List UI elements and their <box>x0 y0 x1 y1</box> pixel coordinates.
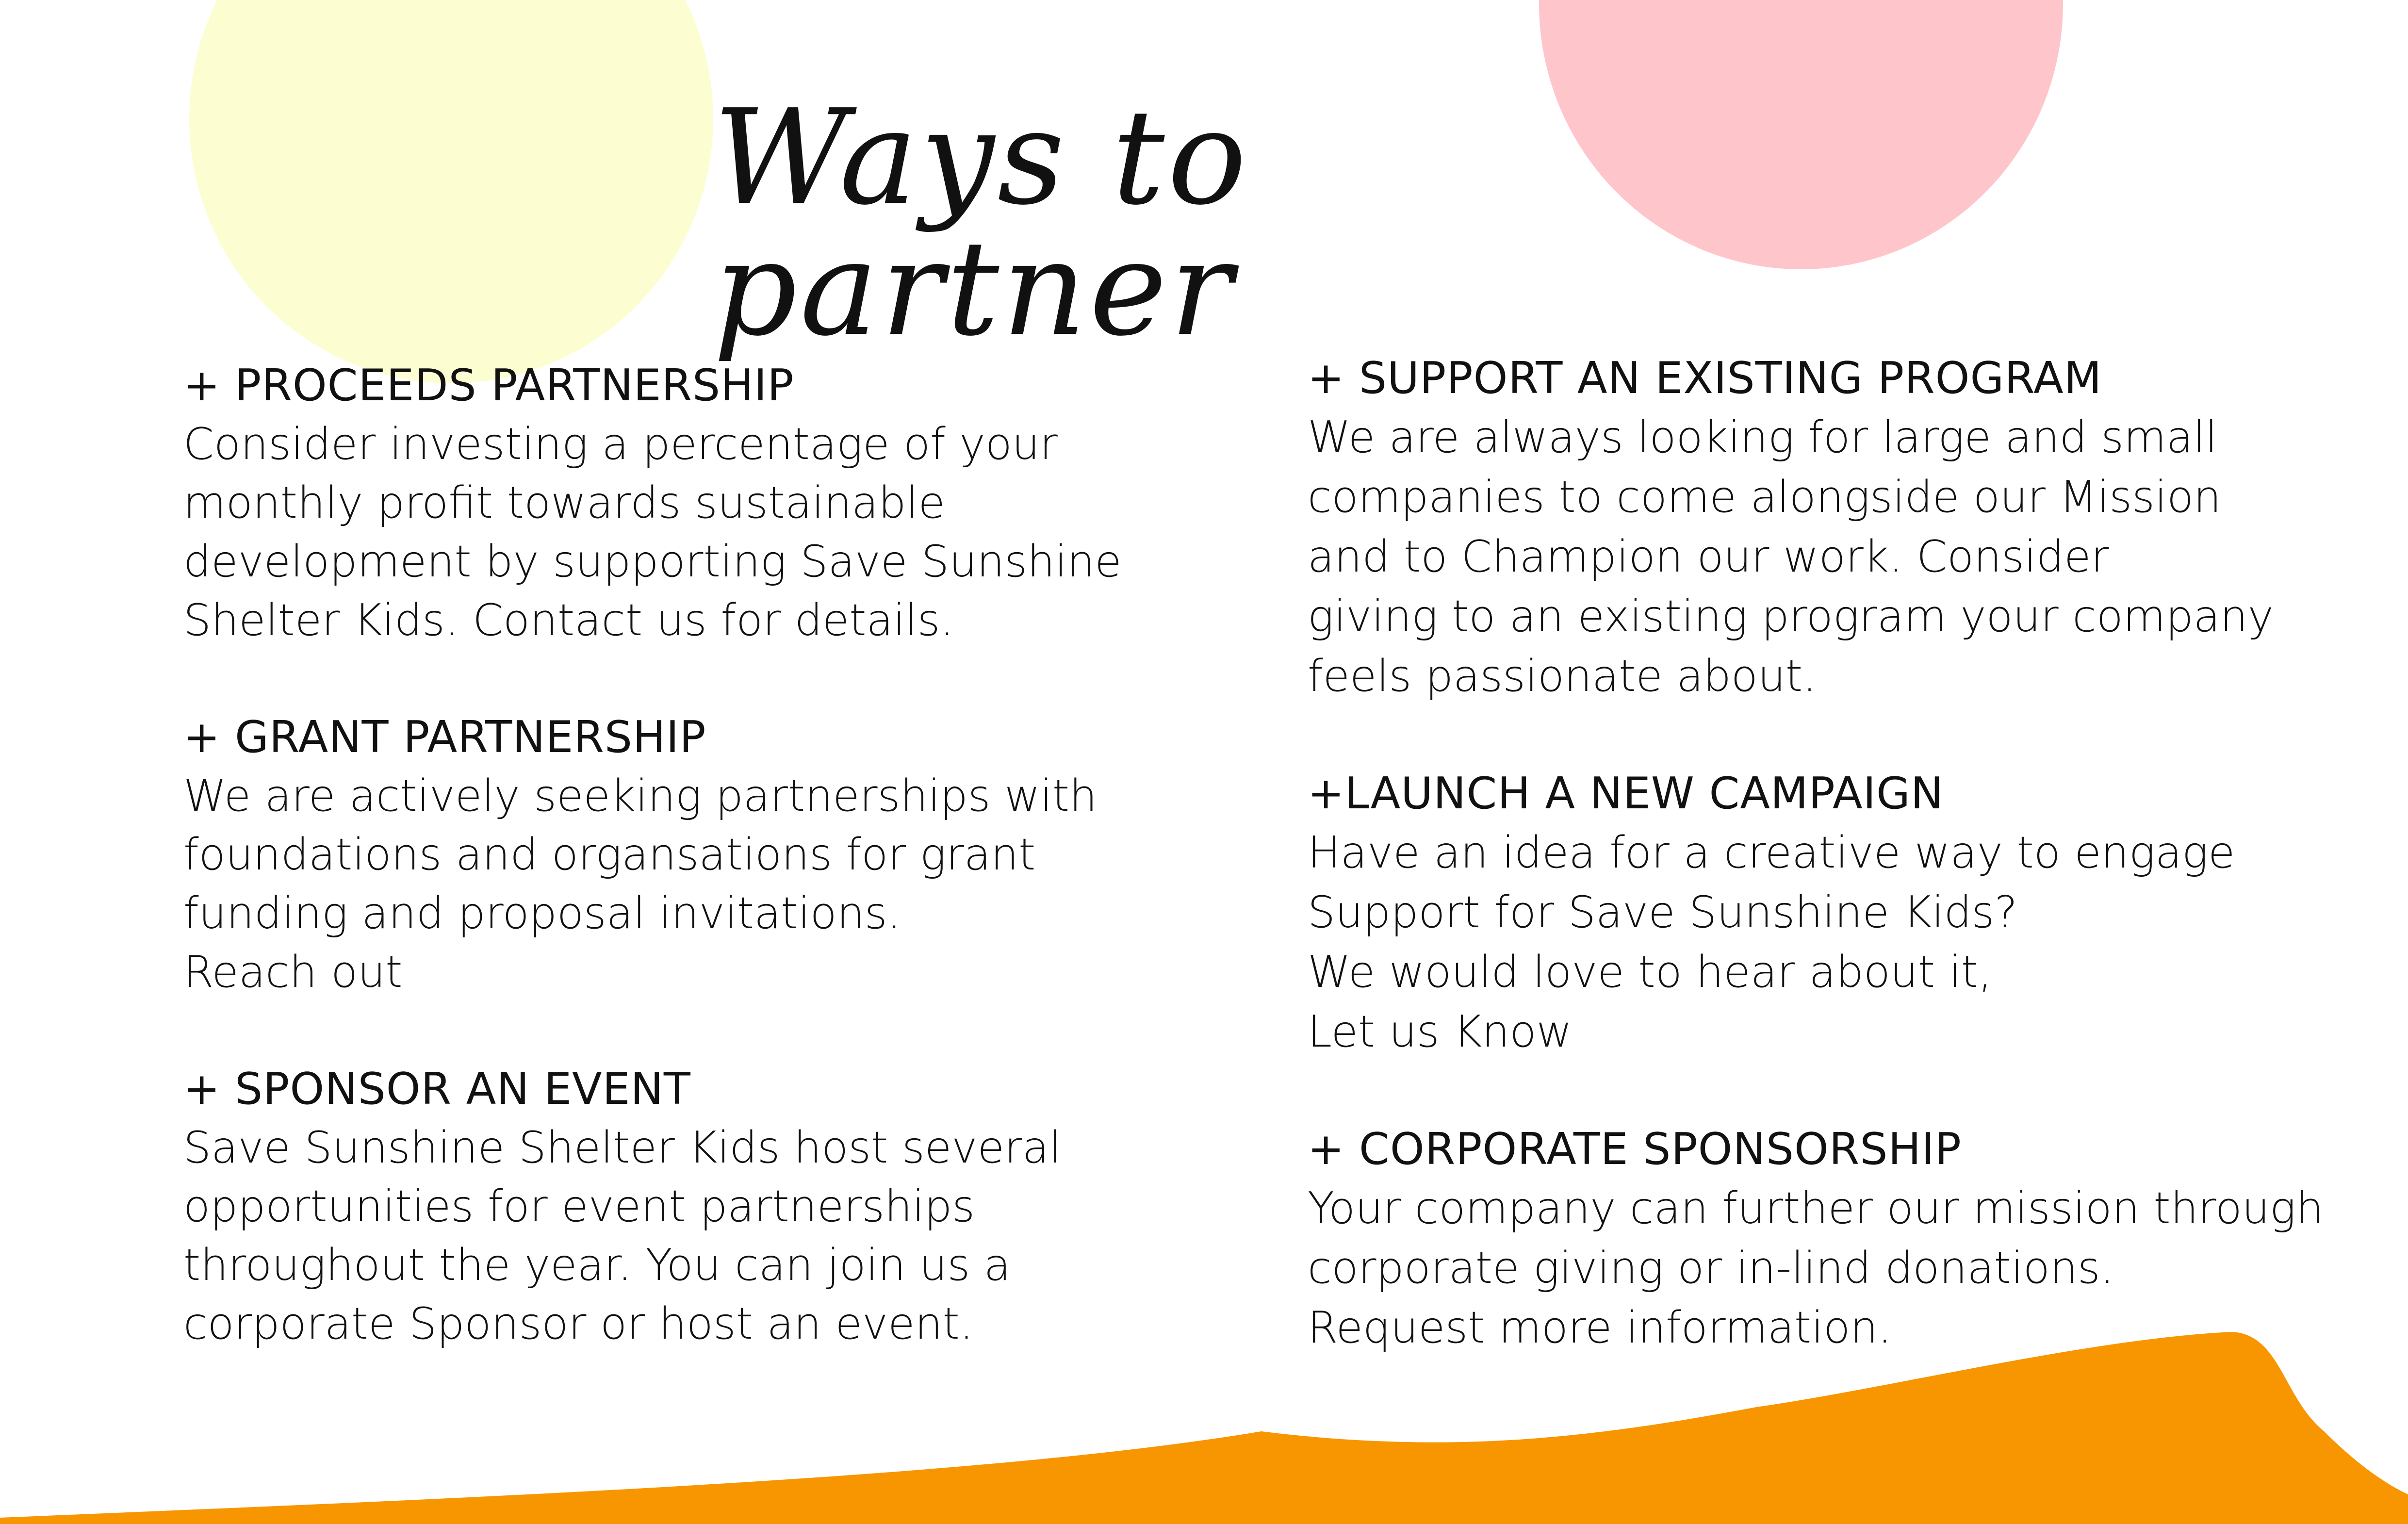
section-heading: + SUPPORT AN EXISTING PROGRAM <box>1308 353 2102 404</box>
section-body: Consider investing a percentage of your monthly profit towards sustainable development by supporting Save Sunshine Shelter Kids. Contact us for details. <box>183 419 1122 646</box>
section-heading: + GRANT PARTNERSHIP <box>183 712 706 763</box>
right-column <box>1308 349 2375 1416</box>
section-body: We are always looking for large and small companies to come alongside our Mission and to Champion our work. Consider giving to an existing program your company feels passionate about. <box>1308 412 2274 702</box>
section-sponsor-an-event <box>183 1060 1154 1353</box>
left-column <box>183 357 1154 1412</box>
section-corporate-sponsorship <box>1308 1120 2375 1358</box>
section-heading: + CORPORATE SPONSORSHIP <box>1308 1124 1962 1175</box>
section-heading: +LAUNCH A NEW CAMPAIGN <box>1308 768 1944 819</box>
section-heading: + PROCEEDS PARTNERSHIP <box>183 360 794 411</box>
section-proceeds-partnership <box>183 357 1154 650</box>
section-support-existing-program <box>1308 349 2375 706</box>
section-body: We are actively seeking partnerships with foundations and organsations for grant funding and proposal invitations. Reach out <box>183 770 1098 998</box>
section-heading: + SPONSOR AN EVENT <box>183 1064 691 1114</box>
section-body: Have an idea for a creative way to engage Support for Save Sunshine Kids? We would love to hear about it, Let us Know <box>1308 827 2235 1057</box>
section-launch-new-campaign <box>1308 765 2375 1062</box>
section-body: Your company can further our mission through corporate giving or in-lind donations. Request more information. <box>1308 1183 2324 1353</box>
page-title: Ways to partner <box>713 81 1249 365</box>
section-grant-partnership <box>183 708 1154 1001</box>
section-body: Save Sunshine Shelter Kids host several opportunities for event partnerships throughout the year. You can join us a corporate Sponsor or host an event. <box>183 1122 1062 1349</box>
